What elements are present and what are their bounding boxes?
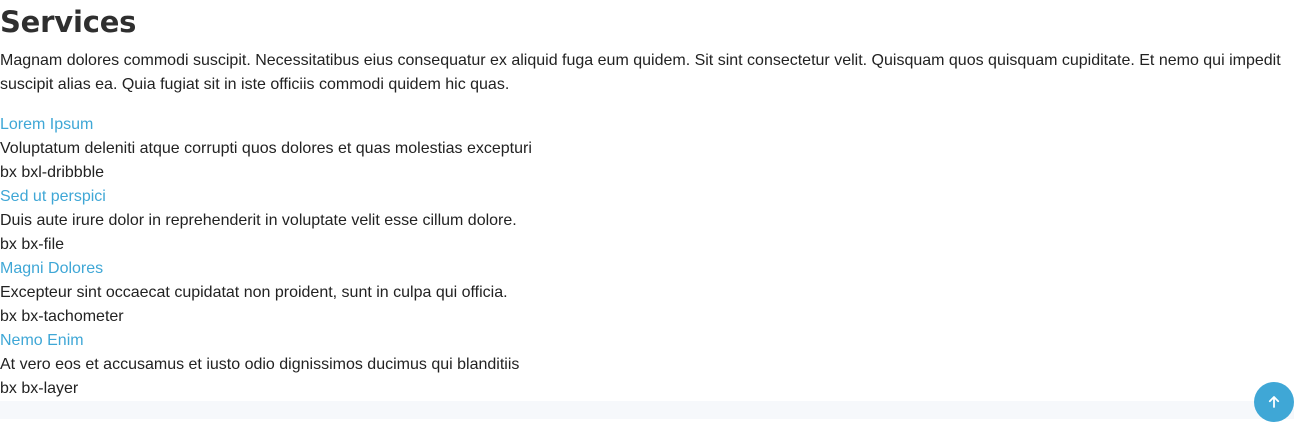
service-title-link[interactable]: Nemo Enim	[0, 332, 84, 349]
section-description: Magnam dolores commodi suscipit. Necessitatibus eius consequatur ex aliquid fuga eum quidem. Sit sint consectetur velit. Quisquam quos quisquam cupiditate. Et nemo qui impedit suscipit alias ea. Quia fugiat sit in iste officiis commodi quidem hic quas.	[0, 52, 1281, 93]
service-title-link[interactable]: Magni Dolores	[0, 260, 104, 277]
service-item	[0, 329, 900, 401]
service-description: Excepteur sint occaecat cupidatat non proident, sunt in culpa qui officia.	[0, 284, 508, 301]
back-to-top-button[interactable]	[1254, 382, 1294, 422]
service-item	[0, 185, 900, 257]
service-description: Voluptatum deleniti atque corrupti quos dolores et quas molestias excepturi	[0, 140, 532, 157]
service-title-link[interactable]: Lorem Ipsum	[0, 116, 94, 133]
service-icon-class: bx bx-file	[0, 236, 65, 253]
service-icon-class: bx bx-layer	[0, 380, 79, 397]
service-description: Duis aute irure dolor in reprehenderit in voluptate velit esse cillum dolore.	[0, 212, 517, 229]
service-item	[0, 113, 900, 185]
service-title-link[interactable]: Sed ut perspici	[0, 188, 106, 205]
arrow-up-icon	[1266, 394, 1282, 410]
service-item	[0, 257, 900, 329]
service-icon-class: bx bxl-dribbble	[0, 164, 105, 181]
services-list	[0, 113, 900, 401]
service-icon-class: bx bx-tachometer	[0, 308, 124, 325]
service-description: At vero eos et accusamus et iusto odio dignissimos ducimus qui blanditiis	[0, 356, 520, 373]
section-title: Services	[0, 5, 137, 39]
